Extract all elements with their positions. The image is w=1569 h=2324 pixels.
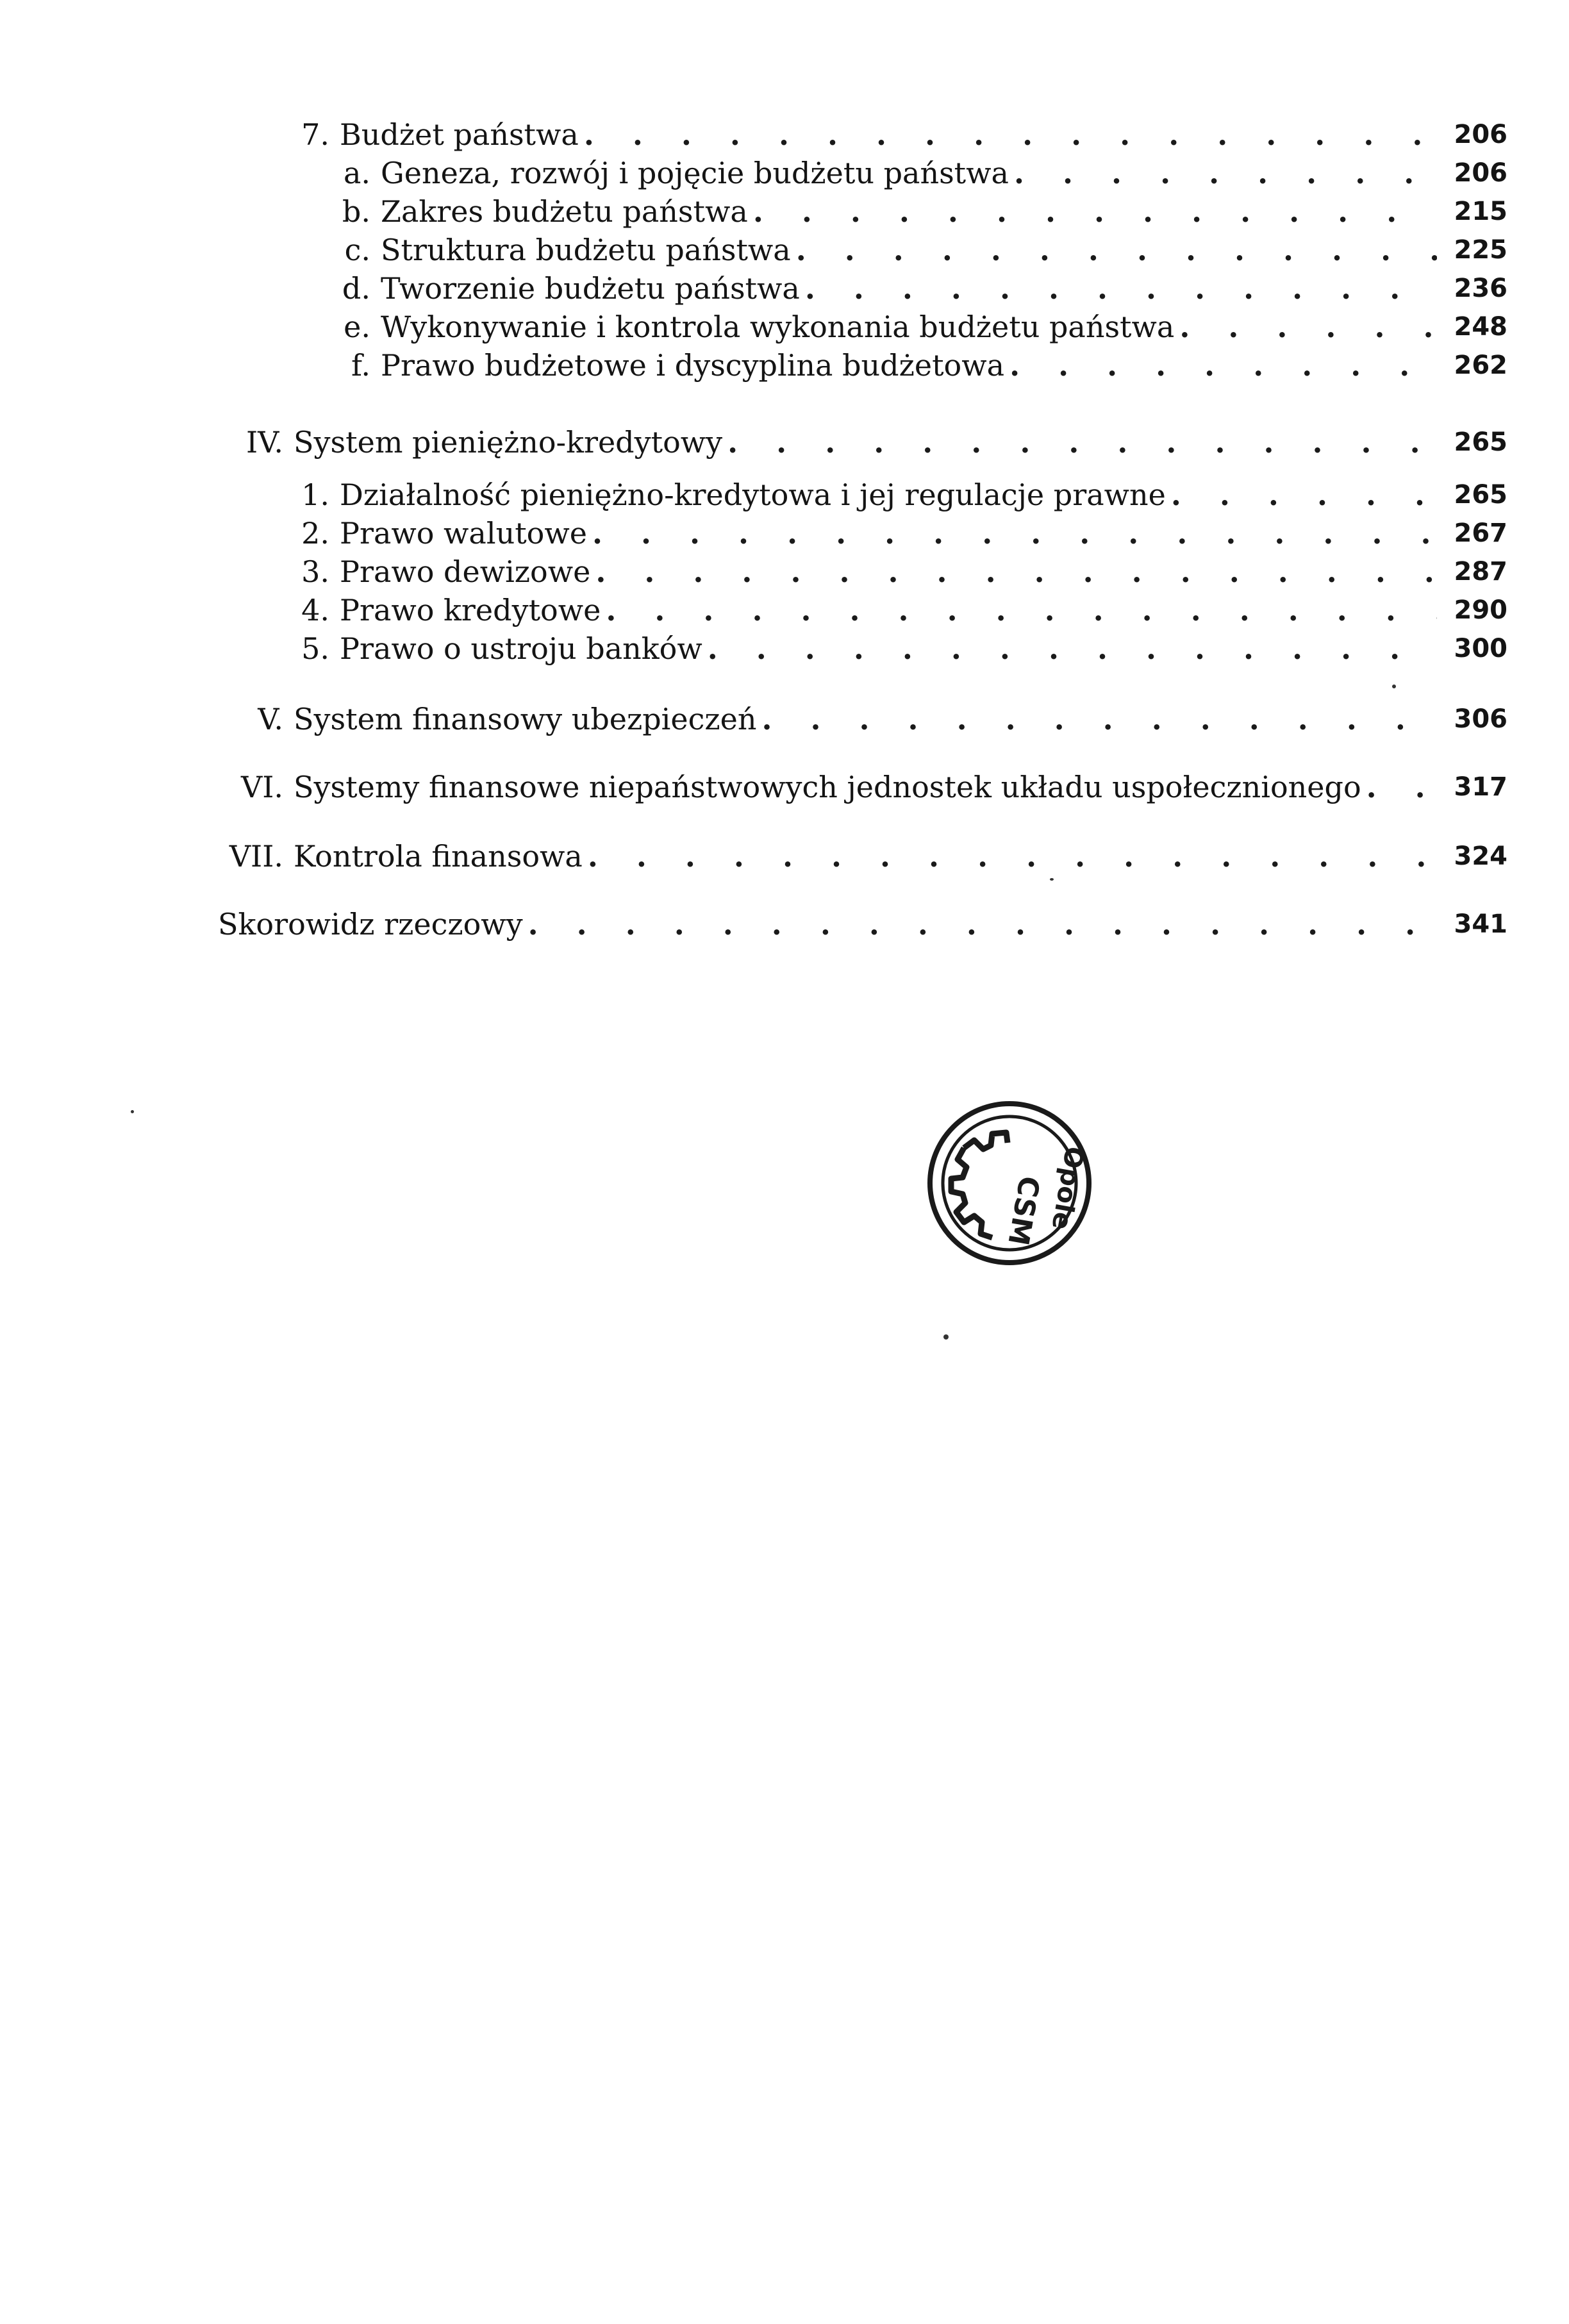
dot-leader xyxy=(761,700,1437,738)
dot-leader xyxy=(727,423,1437,461)
toc-entry xyxy=(333,346,1507,385)
entry-title: Geneza, rozwój i pojęcie budżetu państwa xyxy=(381,156,1009,190)
dot-leader xyxy=(1014,154,1437,192)
stamp-inner-text: CSM xyxy=(1001,1174,1046,1248)
dot-leader xyxy=(595,552,1437,591)
toc-entry xyxy=(333,154,1507,192)
page-number: 206 xyxy=(1454,120,1507,149)
gear-icon xyxy=(951,1133,1008,1238)
entry-title: Prawo walutowe xyxy=(340,516,587,551)
toc-chapter xyxy=(218,700,1507,738)
entry-number: 4. xyxy=(301,593,329,627)
entry-title: Zakres budżetu państwa xyxy=(381,194,748,229)
dot-leader xyxy=(1366,768,1437,806)
library-stamp xyxy=(924,1098,1095,1268)
toc-entry xyxy=(290,591,1507,629)
chapter-title: System pieniężno-kredytowy xyxy=(294,425,723,460)
entry-number: b. xyxy=(342,194,370,229)
dot-leader xyxy=(588,837,1437,876)
toc-entry xyxy=(333,192,1507,231)
chapter-title: System finansowy ubezpieczeń xyxy=(294,702,757,736)
chapter-number: V. xyxy=(258,702,283,736)
entry-title: Struktura budżetu państwa xyxy=(381,233,791,267)
dot-leader xyxy=(606,591,1437,629)
page-number: 290 xyxy=(1454,595,1507,625)
dot-leader xyxy=(805,269,1437,308)
page-number: 265 xyxy=(1454,427,1507,457)
chapter-number: VII. xyxy=(229,839,283,874)
toc-entry xyxy=(333,231,1507,269)
toc-entry xyxy=(290,514,1507,552)
dot-leader xyxy=(1171,476,1437,514)
page-number: 262 xyxy=(1454,351,1507,380)
entry-number: f. xyxy=(351,348,370,383)
entry-title: Działalność pieniężno-kredytowa i jej regulacje prawne xyxy=(340,477,1166,512)
dot-leader xyxy=(584,115,1437,154)
toc-entry xyxy=(290,476,1507,514)
toc-entry xyxy=(333,269,1507,308)
toc-chapter xyxy=(218,423,1507,461)
chapter-number: VI. xyxy=(240,770,283,804)
toc-index xyxy=(218,905,1507,943)
scan-speck xyxy=(1050,878,1054,881)
page-number: 324 xyxy=(1454,842,1507,871)
chapter-number: IV. xyxy=(246,425,283,460)
page-number: 267 xyxy=(1454,519,1507,548)
scan-speck xyxy=(131,1110,134,1113)
entry-number: e. xyxy=(344,310,370,344)
dot-leader xyxy=(796,231,1437,269)
entry-number: 5. xyxy=(301,631,329,666)
entry-number: 3. xyxy=(301,554,329,589)
entry-title: Tworzenie budżetu państwa xyxy=(381,271,800,306)
page-number: 215 xyxy=(1454,197,1507,226)
entry-title: Prawo budżetowe i dyscyplina budżetowa xyxy=(381,348,1005,383)
page-number: 341 xyxy=(1454,909,1507,939)
page-number: 248 xyxy=(1454,312,1507,342)
entry-title: Prawo dewizowe xyxy=(340,554,591,589)
entry-title: Prawo kredytowe xyxy=(340,593,601,627)
page-number: 300 xyxy=(1454,634,1507,663)
page-number: 265 xyxy=(1454,480,1507,510)
scan-speck xyxy=(943,1334,949,1340)
index-title: Skorowidz rzeczowy xyxy=(218,907,523,942)
chapter-title: Systemy finansowe niepaństwowych jednostek układu uspołecznionego xyxy=(294,770,1361,804)
page-number: 317 xyxy=(1454,772,1507,802)
stamp-outer-text: Opole xyxy=(1045,1144,1090,1233)
toc-chapter xyxy=(218,837,1507,876)
entry-title: Wykonywanie i kontrola wykonania budżetu państwa xyxy=(381,310,1175,344)
toc-entry xyxy=(290,552,1507,591)
entry-number: d. xyxy=(342,271,370,306)
dot-leader xyxy=(708,629,1437,668)
toc-chapter xyxy=(218,768,1507,806)
entry-number: 7. xyxy=(301,117,329,152)
page-number: 206 xyxy=(1454,158,1507,188)
chapter-title: Kontrola finansowa xyxy=(294,839,583,874)
scan-speck xyxy=(1392,685,1396,688)
toc-entry xyxy=(290,115,1507,154)
dot-leader xyxy=(592,514,1437,552)
page-number: 306 xyxy=(1454,704,1507,734)
entry-number: a. xyxy=(343,156,370,190)
toc-entry xyxy=(290,629,1507,668)
toc-entry xyxy=(333,308,1507,346)
dot-leader xyxy=(528,905,1437,943)
dot-leader xyxy=(753,192,1437,231)
entry-title: Prawo o ustroju banków xyxy=(340,631,702,666)
page-number: 225 xyxy=(1454,235,1507,265)
page-number: 287 xyxy=(1454,557,1507,586)
entry-title: Budżet państwa xyxy=(340,117,579,152)
entry-number: 2. xyxy=(301,516,329,551)
entry-number: c. xyxy=(344,233,370,267)
dot-leader xyxy=(1009,346,1437,385)
entry-number: 1. xyxy=(301,477,329,512)
dot-leader xyxy=(1179,308,1437,346)
page-number: 236 xyxy=(1454,274,1507,303)
